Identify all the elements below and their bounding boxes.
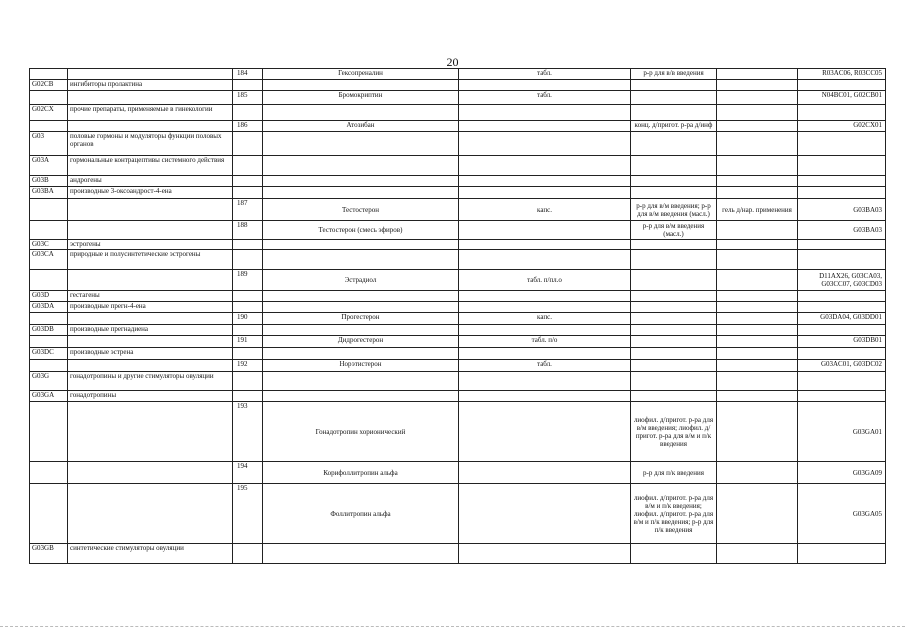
application-form	[717, 372, 798, 391]
atc-group-name: производные эстрена	[68, 348, 233, 360]
application-form	[717, 156, 798, 176]
atc-group-name: ингибиторы пролактина	[68, 80, 233, 91]
dosage-form	[459, 176, 631, 187]
atc-group-name: производные прегн-4-ена	[68, 302, 233, 313]
atc-group-name	[68, 199, 233, 221]
item-number: 190	[233, 313, 263, 325]
drug-name: Корифоллитропин альфа	[263, 462, 459, 484]
group-row	[30, 156, 886, 176]
group-row	[30, 187, 886, 199]
atc-group-code: G03C	[30, 240, 68, 250]
drug-row	[30, 484, 886, 544]
drug-name: Прогестерон	[263, 313, 459, 325]
route-form	[631, 105, 717, 121]
dosage-form: табл.	[459, 360, 631, 372]
item-number	[233, 302, 263, 313]
item-number: 184	[233, 69, 263, 80]
item-number	[233, 187, 263, 199]
drug-row	[30, 270, 886, 291]
item-number: 194	[233, 462, 263, 484]
drug-row	[30, 462, 886, 484]
drug-name: Атозибан	[263, 121, 459, 132]
atc-codes	[798, 302, 886, 313]
drug-name	[263, 348, 459, 360]
drug-name: Тестостерон	[263, 199, 459, 221]
dosage-form: табл. п/о	[459, 336, 631, 348]
atc-group-code: G03	[30, 132, 68, 156]
atc-codes: G03GA01	[798, 402, 886, 462]
atc-codes	[798, 325, 886, 336]
drug-name: Фоллитропин альфа	[263, 484, 459, 544]
atc-group-name: гонадотропины	[68, 391, 233, 402]
atc-group-name	[68, 462, 233, 484]
dosage-form: капс.	[459, 313, 631, 325]
route-form	[631, 325, 717, 336]
drug-name: Норэтистерон	[263, 360, 459, 372]
atc-codes: G03BA03	[798, 199, 886, 221]
atc-codes	[798, 391, 886, 402]
atc-group-code: G03GA	[30, 391, 68, 402]
item-number: 195	[233, 484, 263, 544]
item-number: 189	[233, 270, 263, 291]
atc-group-code: G03DB	[30, 325, 68, 336]
route-form: лиофил. д/пригот. р-ра для в/м введения; лиофил. д/пригот. р-ра для в/м и п/к введения	[631, 402, 717, 462]
application-form	[717, 270, 798, 291]
atc-group-name: прочие препараты, применяемые в гинекологии	[68, 105, 233, 121]
dosage-form	[459, 80, 631, 91]
route-form	[631, 91, 717, 105]
route-form	[631, 176, 717, 187]
atc-codes: G03DA04, G03DD01	[798, 313, 886, 325]
drug-table	[29, 68, 886, 564]
route-form: р-р для п/к введения	[631, 462, 717, 484]
drug-name	[263, 105, 459, 121]
atc-group-name	[68, 484, 233, 544]
drug-name	[263, 132, 459, 156]
group-row	[30, 80, 886, 91]
atc-group-name	[68, 313, 233, 325]
application-form	[717, 336, 798, 348]
application-form	[717, 313, 798, 325]
dosage-form: табл.	[459, 91, 631, 105]
atc-group-code: G03B	[30, 176, 68, 187]
drug-row	[30, 336, 886, 348]
atc-group-name	[68, 121, 233, 132]
item-number	[233, 105, 263, 121]
dosage-form: капс.	[459, 199, 631, 221]
atc-codes: G03BA03	[798, 221, 886, 240]
application-form	[717, 132, 798, 156]
route-form: конц. д/пригот. р-ра д/инф	[631, 121, 717, 132]
route-form	[631, 240, 717, 250]
application-form	[717, 250, 798, 270]
route-form: р-р для в/м введения; р-р для в/м введения (масл.)	[631, 199, 717, 221]
page-bottom-rule	[0, 626, 905, 628]
route-form	[631, 291, 717, 302]
route-form	[631, 372, 717, 391]
application-form	[717, 240, 798, 250]
drug-name: Гексопреналин	[263, 69, 459, 80]
group-row	[30, 240, 886, 250]
dosage-form: табл. п/пл.о	[459, 270, 631, 291]
route-form	[631, 302, 717, 313]
atc-group-name: гестагены	[68, 291, 233, 302]
dosage-form	[459, 221, 631, 240]
atc-group-code: G02CX	[30, 105, 68, 121]
atc-group-code: G03D	[30, 291, 68, 302]
item-number: 193	[233, 402, 263, 462]
atc-group-code: G03BA	[30, 187, 68, 199]
drug-row	[30, 221, 886, 240]
atc-group-code	[30, 121, 68, 132]
application-form	[717, 187, 798, 199]
atc-codes	[798, 105, 886, 121]
atc-codes: N04BC01, G02CB01	[798, 91, 886, 105]
dosage-form	[459, 391, 631, 402]
group-row	[30, 348, 886, 360]
drug-row	[30, 313, 886, 325]
item-number: 188	[233, 221, 263, 240]
item-number	[233, 132, 263, 156]
item-number	[233, 544, 263, 564]
atc-group-code	[30, 69, 68, 80]
route-form	[631, 250, 717, 270]
item-number	[233, 372, 263, 391]
route-form	[631, 348, 717, 360]
application-form	[717, 105, 798, 121]
dosage-form	[459, 105, 631, 121]
route-form: р-р для в/м введения (масл.)	[631, 221, 717, 240]
route-form	[631, 336, 717, 348]
atc-codes	[798, 372, 886, 391]
route-form: р-р для в/в введения	[631, 69, 717, 80]
application-form	[717, 544, 798, 564]
drug-name	[263, 544, 459, 564]
group-row	[30, 105, 886, 121]
atc-group-code	[30, 402, 68, 462]
atc-group-name: природные и полусинтетические эстрогены	[68, 250, 233, 270]
drug-name: Бромокриптин	[263, 91, 459, 105]
dosage-form	[459, 240, 631, 250]
application-form	[717, 462, 798, 484]
atc-group-name: андрогены	[68, 176, 233, 187]
group-row	[30, 250, 886, 270]
atc-group-code	[30, 199, 68, 221]
item-number	[233, 156, 263, 176]
drug-row	[30, 69, 886, 80]
route-form	[631, 391, 717, 402]
drug-row	[30, 91, 886, 105]
group-row	[30, 391, 886, 402]
group-row	[30, 291, 886, 302]
atc-codes	[798, 348, 886, 360]
atc-group-code	[30, 221, 68, 240]
item-number	[233, 250, 263, 270]
item-number: 191	[233, 336, 263, 348]
dosage-form	[459, 325, 631, 336]
drug-row	[30, 402, 886, 462]
route-form	[631, 270, 717, 291]
drug-name	[263, 176, 459, 187]
application-form	[717, 391, 798, 402]
route-form	[631, 132, 717, 156]
atc-group-name	[68, 69, 233, 80]
drug-row	[30, 199, 886, 221]
group-row	[30, 302, 886, 313]
route-form	[631, 544, 717, 564]
drug-row	[30, 121, 886, 132]
atc-codes	[798, 250, 886, 270]
atc-group-name: производные прегнадиена	[68, 325, 233, 336]
application-form	[717, 325, 798, 336]
drug-name	[263, 240, 459, 250]
dosage-form	[459, 302, 631, 313]
atc-codes: G03DB01	[798, 336, 886, 348]
atc-codes	[798, 291, 886, 302]
item-number: 187	[233, 199, 263, 221]
drug-name	[263, 325, 459, 336]
dosage-form	[459, 132, 631, 156]
drug-name: Гонадотропин хорионический	[263, 402, 459, 462]
dosage-form	[459, 250, 631, 270]
application-form	[717, 348, 798, 360]
dosage-form	[459, 462, 631, 484]
atc-group-name	[68, 360, 233, 372]
atc-codes: G03GA05	[798, 484, 886, 544]
route-form	[631, 80, 717, 91]
atc-group-code	[30, 313, 68, 325]
application-form	[717, 484, 798, 544]
application-form	[717, 291, 798, 302]
group-row	[30, 325, 886, 336]
dosage-form	[459, 484, 631, 544]
atc-group-code: G03DC	[30, 348, 68, 360]
atc-group-name	[68, 270, 233, 291]
dosage-form	[459, 156, 631, 176]
item-number: 186	[233, 121, 263, 132]
item-number	[233, 391, 263, 402]
atc-group-code	[30, 484, 68, 544]
dosage-form	[459, 402, 631, 462]
route-form	[631, 313, 717, 325]
atc-group-code	[30, 336, 68, 348]
atc-group-name: синтетические стимуляторы овуляции	[68, 544, 233, 564]
item-number: 192	[233, 360, 263, 372]
atc-group-code	[30, 360, 68, 372]
atc-group-code	[30, 462, 68, 484]
item-number	[233, 80, 263, 91]
drug-name	[263, 187, 459, 199]
atc-codes: G03AC01, G03DC02	[798, 360, 886, 372]
dosage-form	[459, 348, 631, 360]
item-number	[233, 291, 263, 302]
drug-name	[263, 80, 459, 91]
atc-codes: R03AC06, R03CC05	[798, 69, 886, 80]
route-form	[631, 187, 717, 199]
atc-codes	[798, 176, 886, 187]
drug-name	[263, 391, 459, 402]
atc-codes	[798, 240, 886, 250]
item-number	[233, 240, 263, 250]
atc-group-name	[68, 402, 233, 462]
atc-group-name	[68, 91, 233, 105]
group-row	[30, 372, 886, 391]
atc-group-code	[30, 270, 68, 291]
atc-codes	[798, 132, 886, 156]
drug-name	[263, 156, 459, 176]
atc-codes	[798, 156, 886, 176]
atc-group-name: эстрогены	[68, 240, 233, 250]
dosage-form	[459, 291, 631, 302]
drug-name	[263, 291, 459, 302]
atc-group-name: гормональные контрацептивы системного действия	[68, 156, 233, 176]
drug-name	[263, 302, 459, 313]
dosage-form	[459, 544, 631, 564]
group-row	[30, 132, 886, 156]
atc-group-name: половые гормоны и модуляторы функции половых органов	[68, 132, 233, 156]
dosage-form: табл.	[459, 69, 631, 80]
item-number: 185	[233, 91, 263, 105]
group-row	[30, 544, 886, 564]
page-number: 20	[446, 55, 459, 69]
atc-codes	[798, 80, 886, 91]
atc-group-code: G03DA	[30, 302, 68, 313]
atc-group-code: G03A	[30, 156, 68, 176]
group-row	[30, 176, 886, 187]
application-form	[717, 69, 798, 80]
application-form	[717, 80, 798, 91]
item-number	[233, 176, 263, 187]
atc-group-name	[68, 221, 233, 240]
item-number	[233, 348, 263, 360]
application-form	[717, 402, 798, 462]
drug-row	[30, 360, 886, 372]
dosage-form	[459, 121, 631, 132]
atc-codes	[798, 544, 886, 564]
atc-codes: D11AX26, G03CA03, G03CC07, G03CD03	[798, 270, 886, 291]
application-form	[717, 121, 798, 132]
item-number	[233, 325, 263, 336]
application-form	[717, 91, 798, 105]
atc-group-code: G03GB	[30, 544, 68, 564]
application-form: гель д/нар. применения	[717, 199, 798, 221]
drug-name: Дидрогестерон	[263, 336, 459, 348]
drug-name: Тестостерон (смесь эфиров)	[263, 221, 459, 240]
atc-group-name: производные 3-оксоандрост-4-ена	[68, 187, 233, 199]
route-form: лиофил. д/пригот. р-ра для в/м и п/к введения; лиофил. д/пригот. р-ра для в/м и п/к введения; р-р для п/к введения	[631, 484, 717, 544]
application-form	[717, 176, 798, 187]
atc-codes	[798, 187, 886, 199]
dosage-form	[459, 187, 631, 199]
drug-name: Эстрадиол	[263, 270, 459, 291]
atc-group-code: G03CA	[30, 250, 68, 270]
application-form	[717, 302, 798, 313]
route-form	[631, 360, 717, 372]
dosage-form	[459, 372, 631, 391]
atc-codes: G03GA09	[798, 462, 886, 484]
atc-group-code: G03G	[30, 372, 68, 391]
drug-name	[263, 250, 459, 270]
atc-group-code	[30, 91, 68, 105]
atc-group-name: гонадотропины и другие стимуляторы овуляции	[68, 372, 233, 391]
route-form	[631, 156, 717, 176]
atc-codes: G02CX01	[798, 121, 886, 132]
application-form	[717, 360, 798, 372]
drug-name	[263, 372, 459, 391]
atc-group-code: G02CB	[30, 80, 68, 91]
atc-group-name	[68, 336, 233, 348]
application-form	[717, 221, 798, 240]
